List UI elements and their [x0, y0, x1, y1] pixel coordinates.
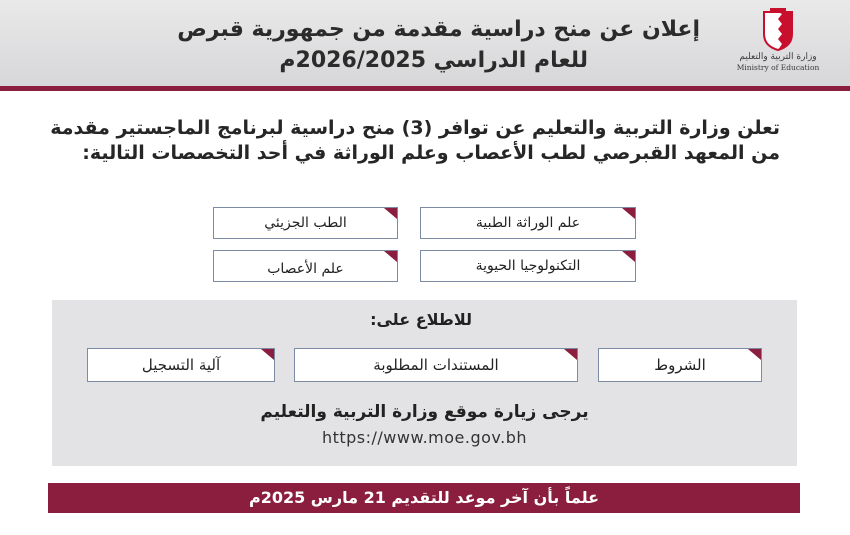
bahrain-crest-icon [761, 8, 795, 52]
specialization-biotechnology [420, 250, 636, 282]
header-accent-bar [0, 86, 850, 91]
logo-english-text: Ministry of Education [736, 63, 820, 72]
page-title [60, 14, 700, 76]
title-line-1: إعلان عن منح دراسية مقدمة من جمهورية قبرص [177, 17, 700, 42]
chip-label: علم الوراثة الطبية [475, 215, 581, 231]
button-label: آلية التسجيل [141, 356, 221, 374]
required-documents-button[interactable] [294, 348, 578, 382]
deadline-banner [48, 483, 800, 513]
visit-website-text: يرجى زيارة موقع وزارة التربية والتعليم [260, 402, 589, 422]
ministry-logo [730, 8, 826, 78]
intro-paragraph: تعلن وزارة التربية والتعليم عن توافر (3) منح دراسية لبرنامج الماجستير مقدمة من المعهد القبرصي لطب الأعصاب وعلم الوراثة في أحد التخصصات التالية: [50, 117, 780, 164]
button-label: المستندات المطلوبة [373, 356, 499, 374]
title-line-2: للعام الدراسي 2026/2025م [279, 48, 588, 73]
specialization-neuroscience [213, 250, 398, 282]
website-link[interactable]: https://www.moe.gov.bh [321, 428, 528, 447]
info-panel-title: للاطلاع على: [370, 310, 472, 329]
chip-label: علم الأعصاب [267, 261, 344, 277]
registration-mechanism-button[interactable] [87, 348, 275, 382]
specialization-molecular-medicine [213, 207, 398, 239]
logo-arabic-text: وزارة التربية والتعليم [739, 52, 817, 62]
conditions-button[interactable] [598, 348, 762, 382]
button-label: الشروط [654, 356, 706, 374]
specialization-medical-genetics [420, 207, 636, 239]
chip-label: الطب الجزيئي [264, 215, 347, 231]
chip-label: التكنولوجيا الحيوية [475, 258, 581, 274]
deadline-text: علماً بأن آخر موعد للتقديم 21 مارس 2025م [248, 488, 600, 507]
